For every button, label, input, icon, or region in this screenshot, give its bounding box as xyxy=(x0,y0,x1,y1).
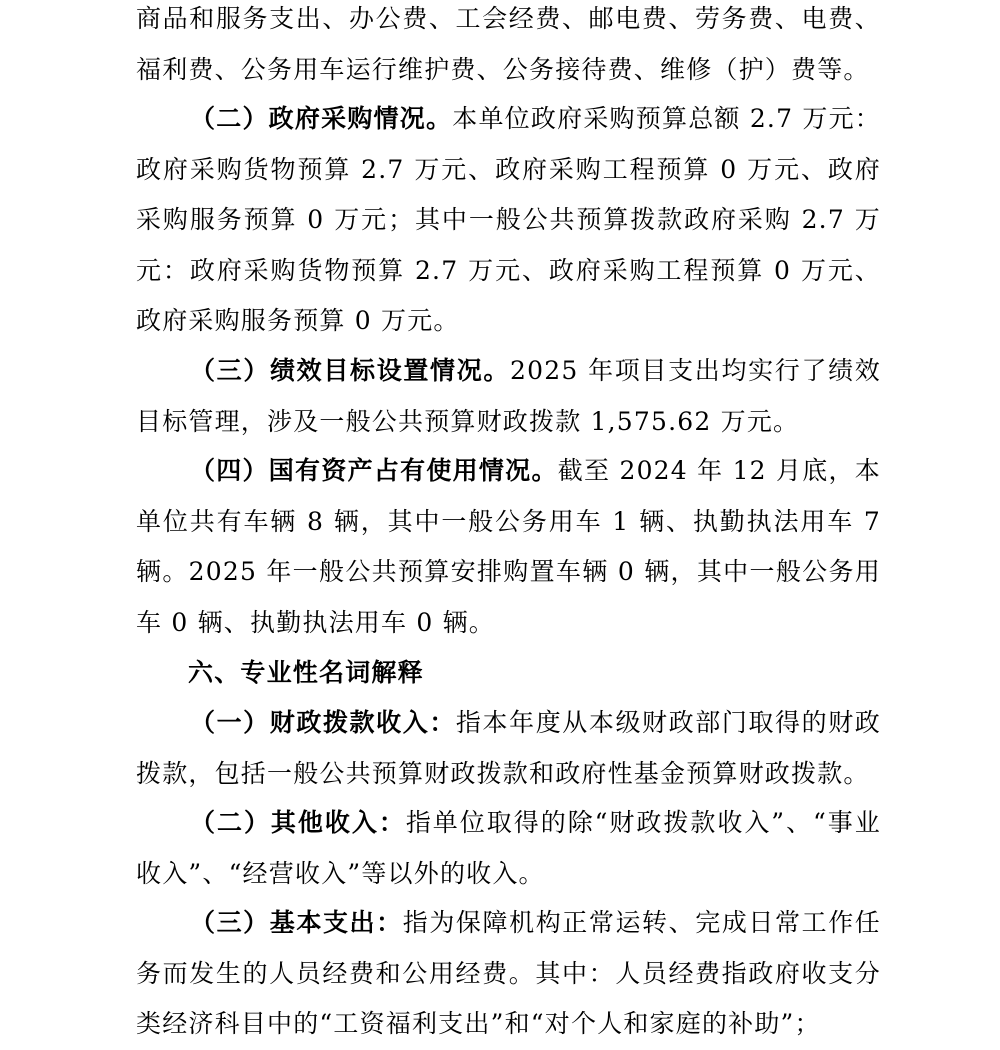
section-lead: （一）财政拨款收入： xyxy=(190,708,456,737)
section-lead: （二）政府采购情况。 xyxy=(190,104,453,133)
paragraph-text: 本单位政府采购预算总额 2.7 万元：政府采购货物预算 2.7 万元、政府采购工程预算 0 万元、政府采购服务预算 0 万元；其中一般公共预算拨款政府采购 2.7 万元：政府采购货物预算 2.7 万元、政府采购工程预算 0 万元、政府采购服务预算 0 万元。 xyxy=(136,104,881,335)
paragraph-expense-items xyxy=(136,0,881,95)
paragraph-text: 商品和服务支出、办公费、工会经费、邮电费、劳务费、电费、福利费、公务用车运行维护费、公务接待费、维修（护）费等。 xyxy=(136,4,881,84)
section-lead: （三）基本支出： xyxy=(190,908,403,937)
paragraph-government-procurement xyxy=(136,94,881,347)
paragraph-other-income xyxy=(136,798,881,899)
paragraph-text: 指为保障机构正常运转、完成日常工作任务而发生的人员经费和公用经费。其中：人员经费指政府收支分类经济科目中的“工资福利支出”和“对个人和家庭的补助”； xyxy=(136,908,881,1038)
section-lead: （四）国有资产占有使用情况。 xyxy=(190,456,558,485)
paragraph-performance-targets xyxy=(136,346,881,447)
section-heading: 六、专业性名词解释 xyxy=(188,658,424,687)
paragraph-basic-expenditure xyxy=(136,898,881,1050)
paragraph-text: 2025 年项目支出均实行了绩效目标管理，涉及一般公共预算财政拨款 1,575.62 万元。 xyxy=(136,356,881,436)
paragraph-text: 截至 2024 年 12 月底，本单位共有车辆 8 辆，其中一般公务用车 1 辆、执勤执法用车 7 辆。2025 年一般公共预算安排购置车辆 0 辆，其中一般公务用车 0 辆、执勤执法用车 0 辆。 xyxy=(136,456,881,637)
paragraph-fiscal-appropriation-income xyxy=(136,698,881,799)
section-lead: （二）其他收入： xyxy=(190,808,406,837)
paragraph-state-assets xyxy=(136,446,881,648)
section-lead: （三）绩效目标设置情况。 xyxy=(190,356,511,385)
paragraph-text: 指单位取得的除“财政拨款收入”、“事业收入”、“经营收入”等以外的收入。 xyxy=(136,808,881,888)
paragraph-text: 指本年度从本级财政部门取得的财政拨款，包括一般公共预算财政拨款和政府性基金预算财政拨款。 xyxy=(136,708,881,788)
